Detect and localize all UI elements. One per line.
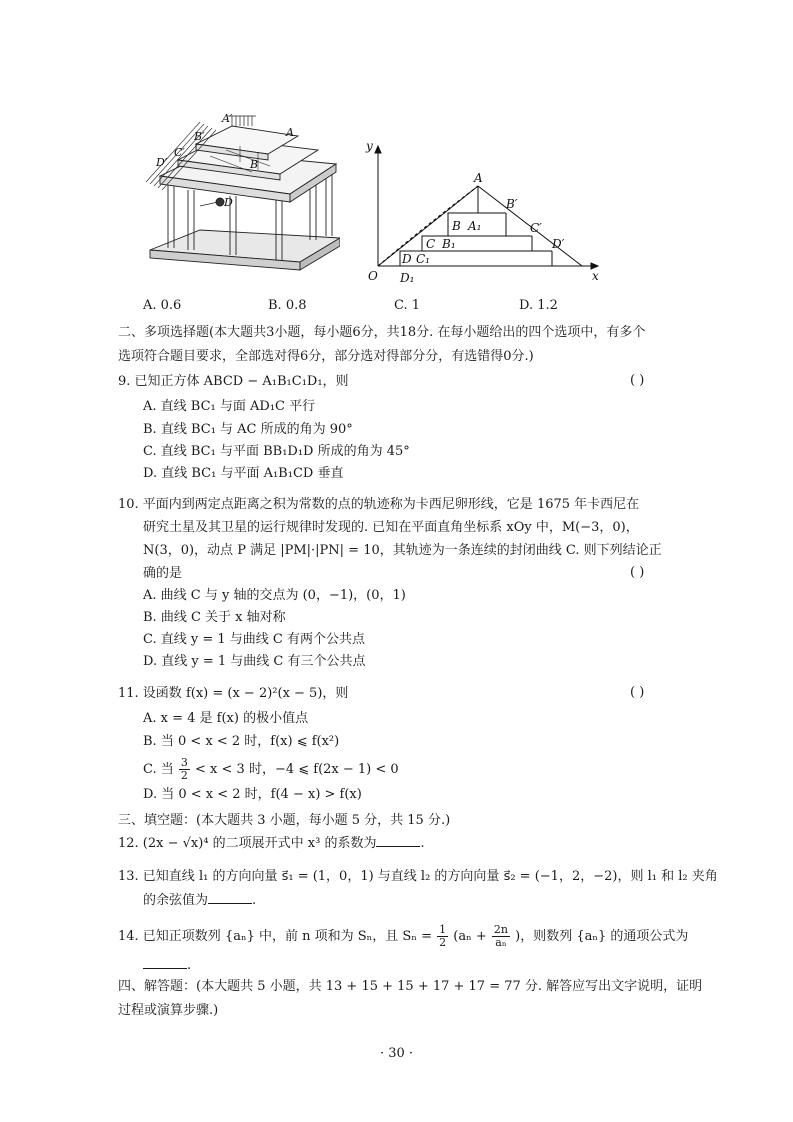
- frac-numerator: 2n: [493, 923, 508, 936]
- q11-option-c-prefix: C. 当: [143, 762, 174, 777]
- q13-line2-prefix: 的余弦值为: [143, 893, 209, 908]
- q8-option-c: C. 1: [394, 298, 421, 313]
- q10-answer-bracket: ( ): [630, 565, 645, 580]
- section4-heading: 四、解答题：(本大题共 5 小题，共 13 + 15 + 15 + 17 + 17 = 77 分. 解答应写出文字说明，证明: [118, 979, 703, 994]
- frac-denominator: 2: [439, 936, 447, 949]
- point-a1: A₁: [468, 219, 482, 233]
- frac-denominator: aₙ: [495, 936, 507, 949]
- section4-heading-cont: 过程或演算步骤.): [118, 1003, 219, 1018]
- q10-option-b: B. 曲线 C 关于 x 轴对称: [143, 610, 286, 625]
- q8-options: [143, 298, 643, 316]
- q10-option-c: C. 直线 y = 1 与曲线 C 有两个公共点: [143, 632, 365, 647]
- section2-heading: 二、多项选择题(本大题共3小题，每小题6分，共18分. 在每小题给出的四个选项中，有多个: [118, 325, 646, 340]
- section2-heading-cont: 选项符合题目要求，全部选对得6分，部分选对得部分分，有选错得0分.): [118, 349, 534, 364]
- building-structure-figure: [140, 112, 340, 282]
- q8-option-d: D. 1.2: [519, 298, 558, 313]
- q11-option-d: D. 当 0 < x < 2 时，f(4 − x) > f(x): [143, 787, 362, 802]
- point-d-prime: D′: [552, 237, 565, 251]
- q14-line-1: [118, 924, 688, 949]
- q12-answer-blank[interactable]: [376, 834, 420, 847]
- point-b1: B₁: [442, 237, 456, 251]
- q9-option-d: D. 直线 BC₁ 与平面 A₁B₁CD 垂直: [143, 466, 344, 481]
- q13-line-2: [143, 891, 256, 910]
- fraction-one-half: [437, 924, 448, 949]
- point-c1: C₁: [416, 252, 430, 266]
- label-c-prime: C′: [174, 146, 185, 159]
- q9-stem: 9. 已知正方体 ABCD − A₁B₁C₁D₁，则: [118, 374, 349, 389]
- q10-option-a: A. 曲线 C 与 y 轴的交点为 (0，−1)，(0，1): [143, 588, 406, 603]
- frac-numerator: 1: [439, 923, 447, 936]
- point-b-prime: B′: [506, 197, 518, 211]
- q14-answer-blank[interactable]: [143, 956, 187, 969]
- q13-end: .: [252, 893, 257, 908]
- q9-option-c: C. 直线 BC₁ 与平面 BB₁D₁D 所成的角为 45°: [143, 444, 410, 459]
- q11-option-a: A. x = 4 是 f(x) 的极小值点: [143, 711, 309, 726]
- q11-stem: 11. 设函数 f(x) = (x − 2)²(x − 5)，则: [118, 686, 349, 701]
- q11-answer-bracket: ( ): [630, 685, 645, 700]
- q12: [118, 834, 425, 853]
- q11-option-b: B. 当 0 < x < 2 时，f(x) ⩽ f(x²): [143, 734, 340, 749]
- q10-line-4: 确的是: [143, 566, 183, 581]
- point-c-prime: C′: [530, 221, 542, 235]
- label-d-prime: D′: [156, 156, 168, 169]
- point-d: D: [402, 252, 412, 266]
- q14-suffix: )，则数列 {aₙ} 的通项公式为: [515, 929, 689, 944]
- q14-paren-open: (aₙ +: [453, 929, 487, 944]
- q13-answer-blank[interactable]: [208, 891, 252, 904]
- q9-option-a: A. 直线 BC₁ 与面 AD₁C 平行: [143, 399, 316, 414]
- q11-option-c-suffix: < x < 3 时，−4 ⩽ f(2x − 1) < 0: [195, 762, 399, 777]
- q9-answer-bracket: ( ): [630, 373, 645, 388]
- q10-line-1: 10. 平面内到两定点距离之积为常数的点的轨迹称为卡西尼卵形线，它是 1675 年卡西尼在: [118, 497, 640, 512]
- q14-line-2: [143, 956, 191, 975]
- origin-label: O: [368, 269, 378, 283]
- frac-numerator: 3: [180, 756, 188, 769]
- figures-row: [140, 112, 620, 284]
- q10-line-3: N(3，0)，动点 P 满足 |PM|·|PN| = 10，其轨迹为一条连续的封闭曲线 C. 则下列结论正: [143, 543, 662, 558]
- q13-line-1: 13. 已知直线 l₁ 的方向向量 s⃗₁ = (1，0，1) 与直线 l₂ 的方向向量 s⃗₂ = (−1，2，−2)，则 l₁ 和 l₂ 夹角: [118, 869, 718, 884]
- q12-end: .: [420, 836, 425, 851]
- q11-option-c: [143, 757, 399, 782]
- q12-text: 12. (2x − √x)⁴ 的二项展开式中 x³ 的系数为: [118, 836, 377, 851]
- page-number: · 30 ·: [379, 1046, 414, 1061]
- label-b-prime: B′: [194, 130, 205, 143]
- q10-option-d: D. 直线 y = 1 与曲线 C 有三个公共点: [143, 654, 366, 669]
- q14-prefix: 14. 已知正项数列 {aₙ} 中，前 n 项和为 Sₙ，且 Sₙ =: [118, 929, 432, 944]
- q14-end: .: [187, 958, 192, 973]
- fraction-three-halves: [179, 757, 190, 782]
- frac-denominator: 2: [180, 769, 188, 782]
- section3-heading: 三、填空题：(本大题共 3 小题，每小题 5 分，共 15 分.): [118, 813, 451, 828]
- axis-y-label: y: [366, 140, 373, 153]
- roof-coordinate-diagram: [360, 140, 610, 286]
- label-a-prime: A′: [222, 112, 233, 125]
- point-a: A: [474, 171, 483, 185]
- label-a: A: [286, 126, 294, 139]
- q8-option-a: A. 0.6: [143, 298, 182, 313]
- label-d: D: [224, 196, 233, 209]
- q10-line-2: 研究土星及其卫星的运行规律时发现的. 已知在平面直角坐标系 xOy 中，M(−3，0)，: [143, 520, 639, 535]
- label-b: B: [250, 158, 259, 171]
- q8-option-b: B. 0.8: [268, 298, 307, 313]
- point-d1: D₁: [400, 271, 415, 285]
- point-c: C: [426, 237, 436, 251]
- axis-x-label: x: [592, 269, 599, 283]
- fraction-2n-over-an: [492, 924, 510, 949]
- q9-option-b: B. 直线 BC₁ 与 AC 所成的角为 90°: [143, 422, 353, 437]
- point-b: B: [452, 219, 461, 233]
